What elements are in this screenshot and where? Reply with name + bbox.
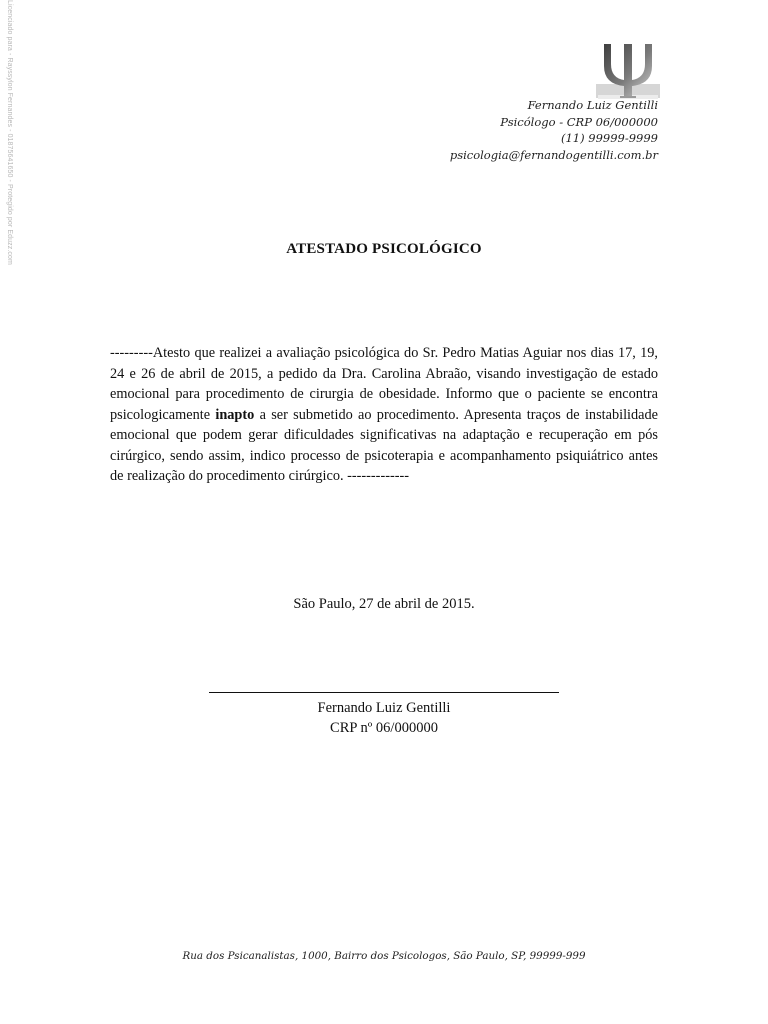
body-text-end: a ser submetido ao procedimento. Apresenta traços de instabilidade emocional que podem gerar dificuldades significativas na adaptação e recuperação em pós cirúrgico, sendo assim, indico processo de psicoterapia e acompanhamento psiquiátrico antes de realização do procedimento cirúrgico. ------------- [110,406,658,484]
psi-logo-icon [596,40,660,102]
signature-line [209,692,559,693]
certificate-body [110,343,658,487]
header-phone: (11) 99999-9999 [561,131,658,145]
header-name: Fernando Luiz Gentilli [527,98,658,112]
signature-crp: CRP nº 06/000000 [330,720,438,736]
header-role: Psicólogo - CRP 06/000000 [500,114,658,129]
body-text-bold: inapto [215,406,255,423]
signature-name: Fernando Luiz Gentilli [317,700,451,716]
professional-header [450,97,658,163]
watermark-text: Licenciado para - Rayssylon Fernandes - 01875641650 - Protegido por Eduzz.com [6,0,13,265]
header-email: psicologia@fernandogentilli.com.br [449,147,658,162]
footer-address: Rua dos Psicanalistas, 1000, Bairro dos Psicologos, São Paulo, SP, 99999-999 [182,950,586,962]
document-title: ATESTADO PSICOLÓGICO [286,241,482,257]
place-date: São Paulo, 27 de abril de 2015. [293,596,475,612]
body-text-start: ---------Atesto que realizei a avaliação psicológica do Sr. Pedro Matias Aguiar nos dias 17, 19, 24 e 26 de abril de 2015, a pedido da Dra. Carolina Abraão, visando investigação de estado emocional para procedimento de cirurgia de obesidade. Informo que o paciente se encontra psicologicamente [110,345,658,423]
